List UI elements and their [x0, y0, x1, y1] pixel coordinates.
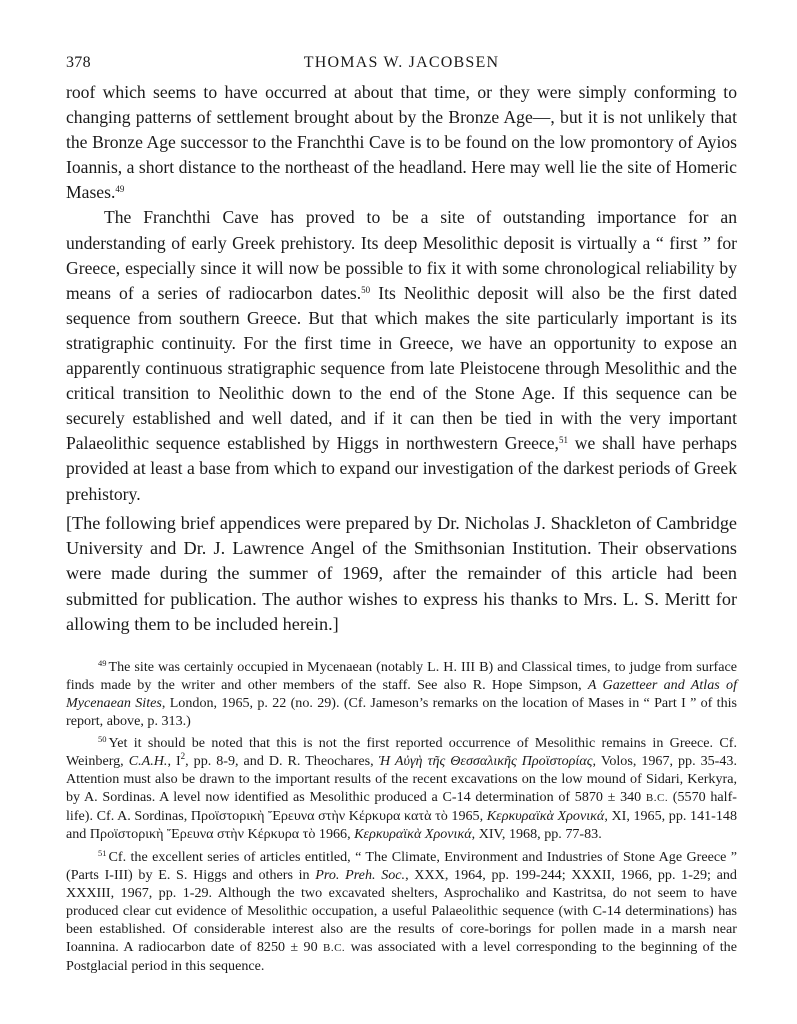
greek-journal: Κερκυραϊκὰ Χρονικά	[486, 808, 605, 825]
body-text	[66, 80, 737, 638]
page-header	[66, 50, 737, 80]
footnote-51	[66, 848, 737, 976]
footnote-ref-51[interactable]: 51	[558, 435, 568, 446]
paragraph-2-text-c: we shall have perhaps provided at least a base from which to expand our investigation of the darkest periods of Greek prehistory.	[66, 433, 738, 504]
footnote-text: , I	[167, 753, 181, 770]
footnote-text: was associated with a level corresponding to the beginning of the Postglacial period in this sequence.	[66, 939, 737, 975]
paragraph-2-text-a: The Franchthi Cave has proved to be a site of outstanding importance for an understanding of early Greek prehistory. Its deep Mesolithic deposit is virtually a “ first ” for Greece, especially since it will now be possible to fix it with some chronological reliability by means of a series of radiocarbon dates.	[66, 207, 737, 303]
footnote-ref-50[interactable]: 50	[361, 284, 371, 295]
greek-title: Προϊστορικὴ Ἔρευνα στὴν Κέρκυρα κατὰ τὸ 1965	[190, 808, 480, 825]
footnote-text: , pp. 8-9, and D. R. Theochares,	[185, 753, 379, 770]
paragraph-1-text: roof which seems to have occurred at about that time, or they were simply conforming to changing patterns of settlement brought about by the Bronze Age—, but it is not unlikely that the Bronze Age successor to the Franchthi Cave is to be found on the low promontory of Ayios Ioannis, a short distance to the northeast of the headland. Here may well lie the site of Homeric Mases.	[66, 82, 737, 203]
footnote-ref-49[interactable]: 49	[115, 184, 125, 195]
footnote-book-title: A Gazetteer and Atlas of Mycenaean Sites	[66, 676, 738, 711]
edition-superscript: 2	[180, 751, 186, 762]
footnote-49	[66, 658, 737, 730]
footnote-abbrev: C.A.H.	[128, 753, 168, 770]
greek-journal: Κερκυραϊκὰ Χρονικά	[354, 826, 472, 843]
footnote-number: 50	[98, 734, 107, 744]
footnote-text: Yet it should be noted that this is not the first reported occurrence of Mesolithic remains in Greece. Cf. Weinberg,	[66, 735, 737, 770]
footnote-text: The site was certainly occupied in Mycenaean (notably L. H. III B) and Classical times, to judge from surface finds made by the writer and other members of the staff. See also R. Hope Simpson,	[66, 658, 737, 693]
paragraph-2-text-b: Its Neolithic deposit will also be the first dated sequence from southern Greece. But that which makes the site particularly important is its stratigraphic continuity. For the first time in Greece, we have an opportunity to expose an apparently continuous stratigraphic sequence from late Pleistocene through Mesolithic and the critical transition to Neolithic down to the end of the Stone Age. If this sequence can be securely established and well dated, and if it can then be tied in with the very important Palaeolithic sequence established by Higgs in northwestern Greece,	[66, 282, 737, 454]
footnotes	[66, 658, 737, 976]
footnote-text: , Volos, 1967, pp. 35-43. Attention must also be drawn to the important results of the recent excavations on the low mound of Sidari, Kerkyra, by A. Sordinas. A level now identified as Mesolithic produced a C-14 determination of 5870 ± 340	[66, 753, 737, 806]
paragraph-2	[66, 205, 737, 506]
footnote-text: , XXX, 1964, pp. 199-244; XXXII, 1966, pp. 1-29; and XXXIII, 1967, pp. 1-29. Although the two excavated shelters, Asprochaliko and Kastritsa, do not seem to have produced clear cut evidence of Mesolithic occupation, a useful Palaeolithic sequence (with C-14 determinations) has been established. Of considerable interest also are the results of core-borings for pollen made in a marsh near Ioannina. A radiocarbon date of 8250 ± 90	[66, 866, 737, 956]
journal-title: Pro. Preh. Soc.	[315, 866, 406, 883]
footnote-50	[66, 734, 737, 844]
greek-title: Ἡ Αὐγὴ τῆς Θεσσαλικῆς Προϊστορίας	[378, 753, 593, 770]
era-abbrev: B.C.	[645, 792, 669, 805]
footnote-text: , London, 1965, p. 22 (no. 29). (Cf. Jameson’s remarks on the location of Mases in “ Part I ” of this report, above, p. 313.)	[66, 694, 738, 729]
footnote-text: (5570 half-life). Cf. A. Sordinas,	[66, 789, 737, 825]
appendix-note	[66, 511, 737, 638]
footnote-text: , XI, 1965, pp. 141-148 and	[66, 808, 737, 843]
footnote-text: Cf. the excellent series of articles entitled, “ The Climate, Environment and Industries of Stone Age Greece ” (Parts I-III) by E. S. Higgs and others in	[66, 848, 737, 883]
footnote-number: 49	[98, 657, 107, 668]
footnote-text: ,	[479, 808, 487, 825]
footnote-text: , XIV, 1968, pp. 77-83.	[471, 826, 602, 843]
era-abbrev: B.C.	[323, 942, 346, 955]
paragraph-1	[66, 80, 737, 205]
page-number: 378	[66, 54, 91, 71]
footnote-text: ,	[347, 826, 355, 843]
greek-title: Προϊστορικὴ Ἔρευνα στὴν Κέρκυρα τὸ 1966	[89, 826, 348, 843]
appendix-note-text: [The following brief appendices were prepared by Dr. Nicholas J. Shackleton of Cambridge University and Dr. J. Lawrence Angel of the Smithsonian Institution. Their observations were made during the summer of 1969, after the remainder of this article had been submitted for publication. The author wishes to express his thanks to Mrs. L. S. Meritt for allowing them to be included herein.]	[66, 512, 737, 635]
running-head: THOMAS W. JACOBSEN	[303, 54, 500, 71]
footnote-number: 51	[98, 847, 107, 858]
